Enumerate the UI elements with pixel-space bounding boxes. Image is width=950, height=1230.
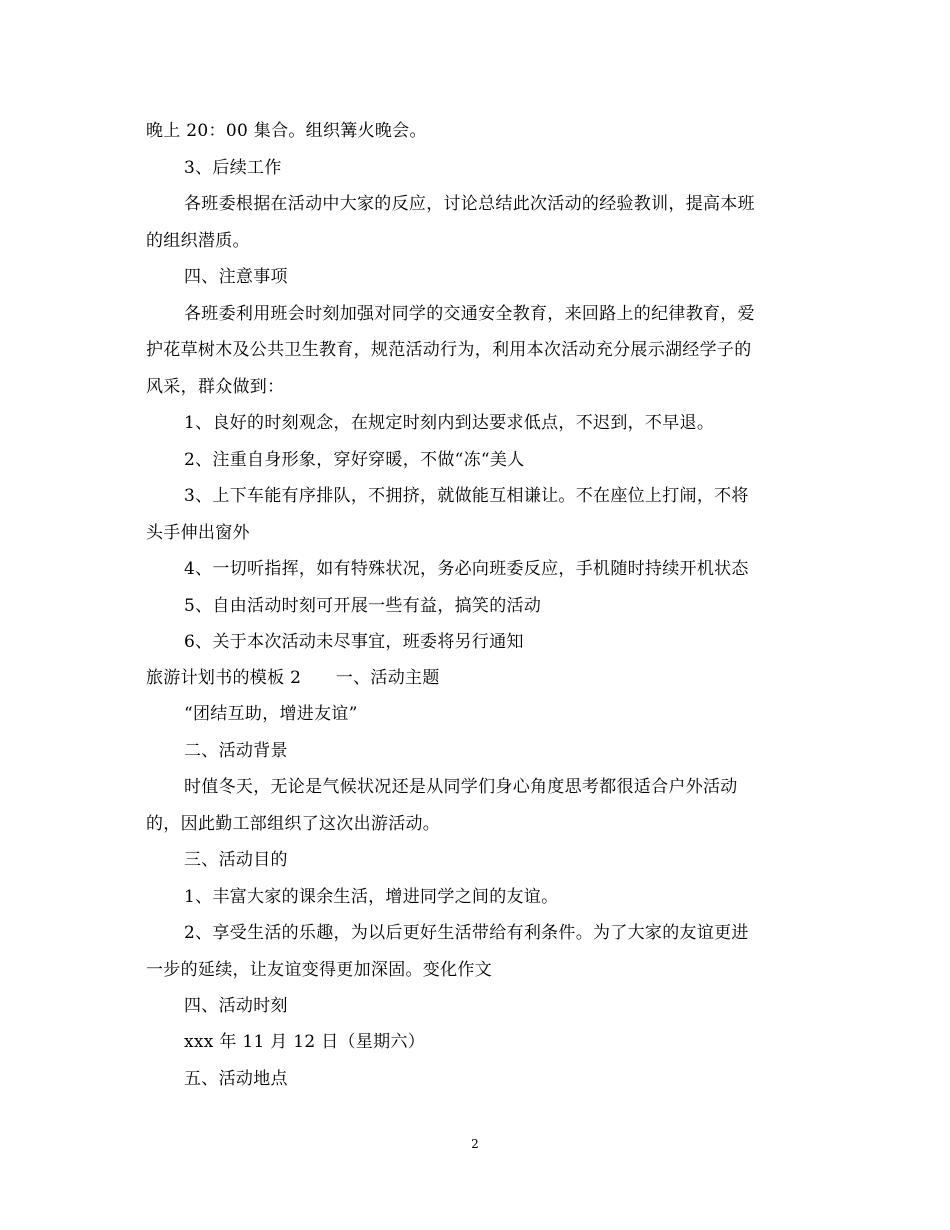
text-line: 各班委根据在活动中大家的反应，讨论总结此次活动的经验教训，提高本班	[184, 194, 755, 214]
text-line: “团结互助，增进友谊”	[184, 704, 358, 724]
text-line: 的组织潜质。	[146, 231, 250, 251]
text-line: 风采，群众做到：	[146, 377, 285, 397]
section-heading: 3、后续工作	[184, 158, 282, 178]
section-heading: 四、注意事项	[184, 267, 288, 287]
document-title: 旅游计划书的模板 2 一、活动主题	[146, 668, 440, 688]
section-heading: 三、活动目的	[184, 850, 288, 870]
text-line: 时值冬天，无论是气候状况还是从同学们身心角度思考都很适合户外活动	[184, 777, 738, 797]
text-line: 一步的延续，让友谊变得更加深固。变化作文	[146, 960, 492, 980]
list-item: 5、自由活动时刻可开展一些有益，搞笑的活动	[184, 596, 542, 616]
list-item: 4、一切听指挥，如有特殊状况，务必向班委反应，手机随时持续开机状态	[184, 559, 749, 579]
text-line: 头手伸出窗外	[146, 523, 250, 543]
section-heading: 五、活动地点	[184, 1069, 288, 1089]
section-heading: 四、活动时刻	[184, 996, 288, 1016]
page-number: 2	[471, 1137, 479, 1151]
text-line: 晚上 20：00 集合。组织篝火晚会。	[146, 121, 427, 141]
list-item: 1、良好的时刻观念，在规定时刻内到达要求低点，不迟到，不早退。	[184, 413, 715, 433]
list-item: 2、享受生活的乐趣，为以后更好生活带给有利条件。为了大家的友谊更进	[184, 923, 749, 943]
section-heading: 二、活动背景	[184, 741, 288, 761]
list-item: 3、上下车能有序排队，不拥挤，就做能互相谦让。不在座位上打闹，不将	[184, 486, 749, 506]
text-line: 护花草树木及公共卫生教育，规范活动行为，利用本次活动充分展示湖经学子的	[146, 340, 752, 360]
text-line: 的，因此勤工部组织了这次出游活动。	[146, 814, 441, 834]
text-line: 各班委利用班会时刻加强对同学的交通安全教育，来回路上的纪律教育，爱	[184, 304, 755, 324]
list-item: 6、关于本次活动未尽事宜，班委将另行通知	[184, 632, 524, 652]
text-line: xxx 年 11 月 12 日（星期六）	[184, 1032, 426, 1052]
list-item: 1、丰富大家的课余生活，增进同学之间的友谊。	[184, 887, 559, 907]
list-item: 2、注重自身形象，穿好穿暖，不做“冻“美人	[184, 450, 525, 470]
